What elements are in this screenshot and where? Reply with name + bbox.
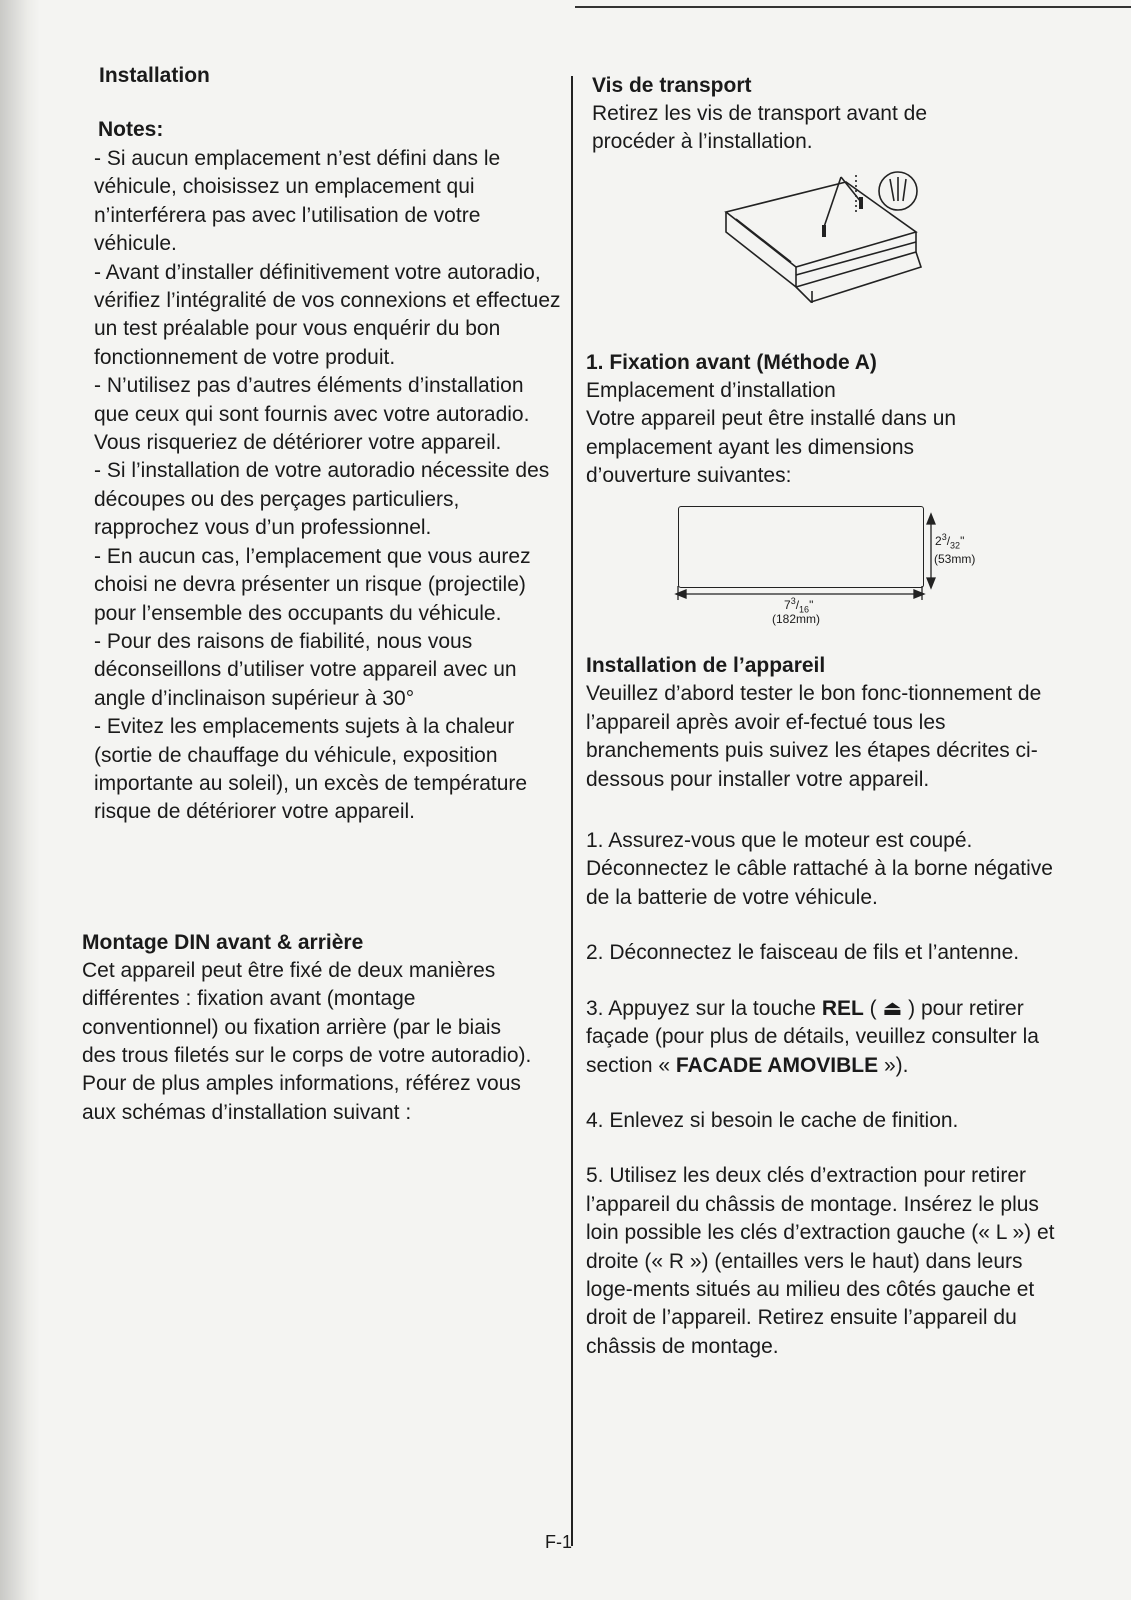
width-dimension-label: $7^3/_{16}$" xyxy=(784,596,814,615)
step-3: 3. Appuyez sur la touche REL ( ⏏ ) pour retirer façade (pour plus de détails, veuillez consulter la section « FACADE AMOVIBLE »). xyxy=(586,996,1039,1077)
note-item: - Si aucun emplacement n’est défini dans le véhicule, choisissez un emplacement qui n’interférera pas avec l’utilisation de votre véhicule. xyxy=(94,147,501,256)
note-item: - Evitez les emplacements sujets à la chaleur (sortie de chauffage du véhicule, exposition importante au soleil), un excès de température risque de détériorer votre appareil. xyxy=(94,715,528,824)
transport-text: Retirez les vis de transport avant de procéder à l’installation. xyxy=(592,102,927,154)
note-item: - Avant d’installer définitivement votre autoradio, vérifiez l’intégralité de vos connexions et effectuez un test préalable pour vous enquérir du bon fonctionnement de votre produit. xyxy=(94,260,561,369)
note-item: - N’utilisez pas d’autres éléments d’installation que ceux qui sont fournis avec votre autoradio. Vous risqueriez de détériorer votre appareil. xyxy=(94,374,530,455)
width-mm-label: (182mm) xyxy=(772,612,821,627)
car-radio-illustration xyxy=(586,157,1066,337)
height-mm-label: (53mm) xyxy=(934,552,976,567)
dimension-arrows xyxy=(586,494,1066,634)
step-5: 5. Utilisez les deux clés d’extraction pour retirer l’appareil du châssis de montage. Insérez le plus loin possible les clés d’extraction gauche (« L ») et droite (« R ») (entailles vers le haut) dans leurs loge-ments situés au milieu des côtés gauche et droit de l’appareil. Retirez ensuite l’appareil du châssis de montage. xyxy=(586,1164,1055,1358)
rel-key-label: REL xyxy=(821,996,864,1020)
opening-dimensions-diagram xyxy=(586,494,1066,634)
left-column xyxy=(82,62,562,1127)
page-number: F-1 xyxy=(545,1532,572,1552)
install-title: Installation de l’appareil xyxy=(586,654,826,678)
note-item: - Si l’installation de votre autoradio nécessite des découpes ou des perçages particuliers, rapprochez vous d’un professionnel. xyxy=(94,459,550,540)
din-title: Montage DIN avant & arrière xyxy=(82,930,364,954)
step-4: 4. Enlevez si besoin le cache de finition. xyxy=(586,1108,959,1132)
notes-list xyxy=(94,145,562,827)
step-2: 2. Déconnectez le faisceau de fils et l’antenne. xyxy=(586,941,1020,965)
transport-title: Vis de transport xyxy=(592,74,752,97)
transport-screw-diagram xyxy=(586,157,1066,337)
top-rule xyxy=(575,6,1131,8)
fixation-subtitle: Emplacement d’installation xyxy=(586,378,836,402)
facade-section-label: FACADE AMOVIBLE xyxy=(675,1053,879,1077)
note-item: - En aucun cas, l’emplacement que vous aurez choisi ne devra présenter un risque (projectile) pour l’ensemble des occupants du véhicule. xyxy=(94,544,531,625)
column-divider xyxy=(571,76,573,1546)
section-title: Installation xyxy=(99,64,210,87)
fixation-text: Votre appareil peut être installé dans un emplacement ayant les dimensions d’ouverture suivantes: xyxy=(586,407,957,488)
height-dimension-label: $2^3/_{32}$" xyxy=(935,532,965,551)
step-1: 1. Assurez-vous que le moteur est coupé. Déconnectez le câble rattaché à la borne négative de la batterie de votre véhicule. xyxy=(586,829,1053,909)
right-column xyxy=(586,72,1066,1388)
notes-title: Notes: xyxy=(98,118,164,141)
din-text: Cet appareil peut être fixé de deux manières différentes : fixation avant (montage conventionnel) ou fixation arrière (par le biais des trous filetés sur le corps de votre autoradio). Pour de plus amples informations, référez vous aux schémas d’installation suivant : xyxy=(82,958,532,1124)
note-item: - Pour des raisons de fiabilité, nous vous déconseillons d’utiliser votre appareil avec un angle d’inclinaison supérieur à 30° xyxy=(94,629,517,710)
install-text: Veuillez d’abord tester le bon fonc-tionnement de l’appareil après avoir ef-fectué tous les branchements puis suivez les étapes décrites ci-dessous pour installer votre appareil. xyxy=(586,682,1042,791)
scan-edge-shadow xyxy=(0,0,40,1600)
fixation-title: 1. Fixation avant (Méthode A) xyxy=(586,350,877,374)
